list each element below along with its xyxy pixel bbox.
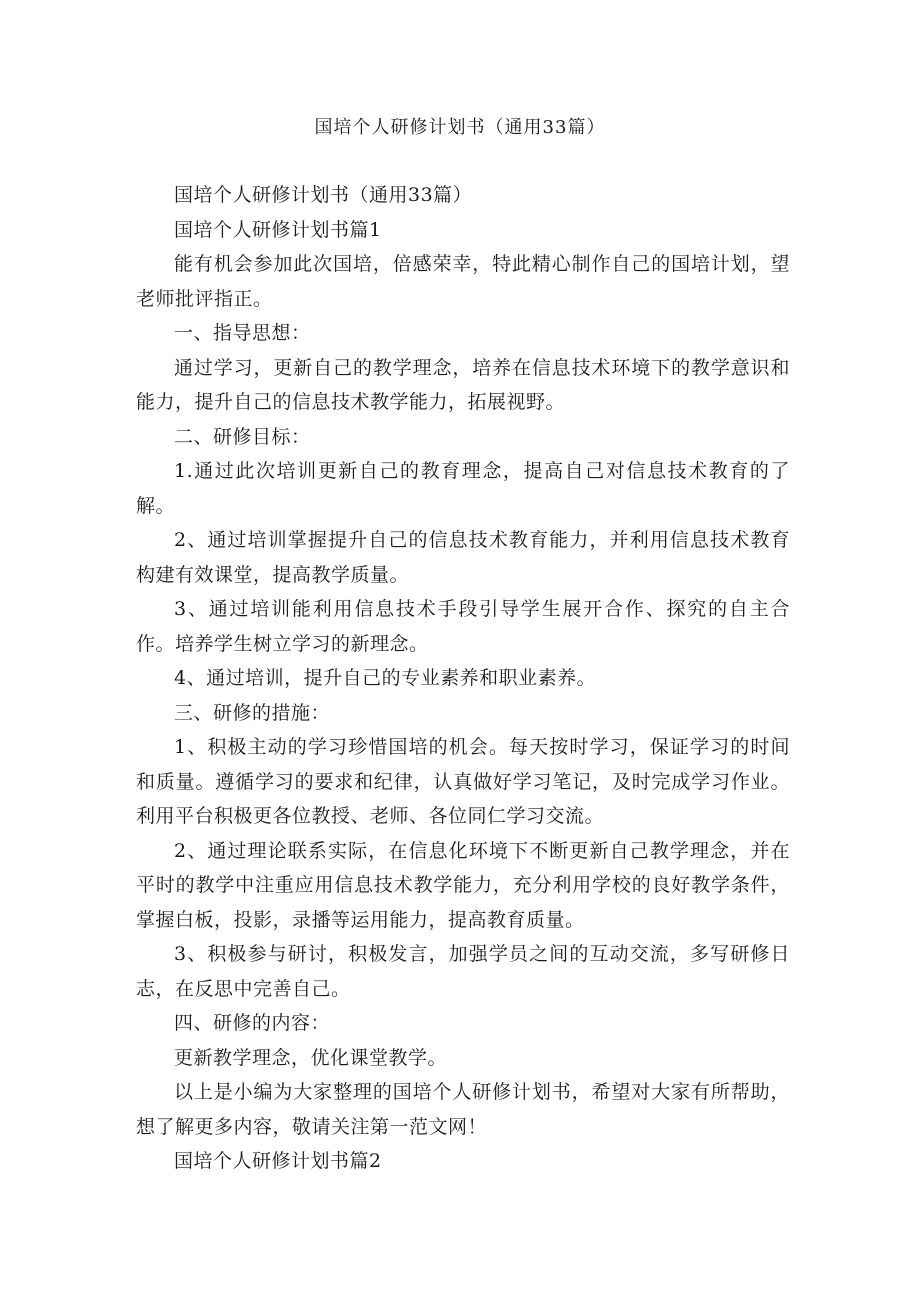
paragraph-goal-4: 4、通过培训，提升自己的专业素养和职业素养。 xyxy=(174,667,597,689)
paragraph-intro: 能有机会参加此次国培，倍感荣幸，特此精心制作自己的国培计划，望老师批评指正。 xyxy=(136,253,790,310)
paragraph-heading-goals: 二、研修目标： xyxy=(174,425,311,448)
paragraph-measure-1: 1、积极主动的学习珍惜国培的机会。每天按时学习，保证学习的时间和质量。遵循学习的要求和纪律，认真做好学习笔记，及时完成学习作业。利用平台积极更各位教授、老师、各位同仁学习交流。 xyxy=(136,736,790,827)
document-body xyxy=(136,178,790,1179)
paragraph-content: 更新教学理念，优化课堂教学。 xyxy=(174,1046,448,1069)
paragraph-goal-3: 3、通过培训能利用信息技术手段引导学生展开合作、探究的自主合作。培养学生树立学习的新理念。 xyxy=(136,598,790,655)
paragraph-guiding-thought: 通过学习，更新自己的教学理念，培养在信息技术环境下的教学意识和能力，提升自己的信息技术教学能力，拓展视野。 xyxy=(136,356,790,413)
paragraph-measure-2: 2、通过理论联系实际，在信息化环境下不断更新自己教学理念，并在平时的教学中注重应用信息技术教学能力，充分利用学校的良好教学条件，掌握白板，投影，录播等运用能力，提高教育质量。 xyxy=(136,839,790,931)
paragraph-heading-content: 四、研修的内容： xyxy=(174,1012,331,1034)
paragraph-measure-3: 3、积极参与研讨，积极发言，加强学员之间的互动交流，多写研修日志，在反思中完善自己。 xyxy=(136,943,790,1000)
paragraph-closing: 以上是小编为大家整理的国培个人研修计划书，希望对大家有所帮助，想了解更多内容，敬请关注第一范文网！ xyxy=(136,1081,790,1138)
paragraph-heading-measures: 三、研修的措施： xyxy=(174,701,331,724)
paragraph-goal-1: 1.通过此次培训更新自己的教育理念，提高自己对信息技术教育的了解。 xyxy=(136,460,790,517)
paragraph-goal-2: 2、通过培训掌握提升自己的信息技术教育能力，并利用信息技术教育构建有效课堂，提高教学质量。 xyxy=(136,529,790,586)
document-title: 国培个人研修计划书（通用33篇） xyxy=(314,117,606,138)
paragraph-heading-guiding-thought: 一、指导思想： xyxy=(174,322,311,344)
paragraph-section-heading-1: 国培个人研修计划书篇1 xyxy=(174,218,382,241)
paragraph-subtitle: 国培个人研修计划书（通用33篇） xyxy=(174,184,473,206)
paragraph-section-heading-2: 国培个人研修计划书篇2 xyxy=(174,1150,382,1172)
